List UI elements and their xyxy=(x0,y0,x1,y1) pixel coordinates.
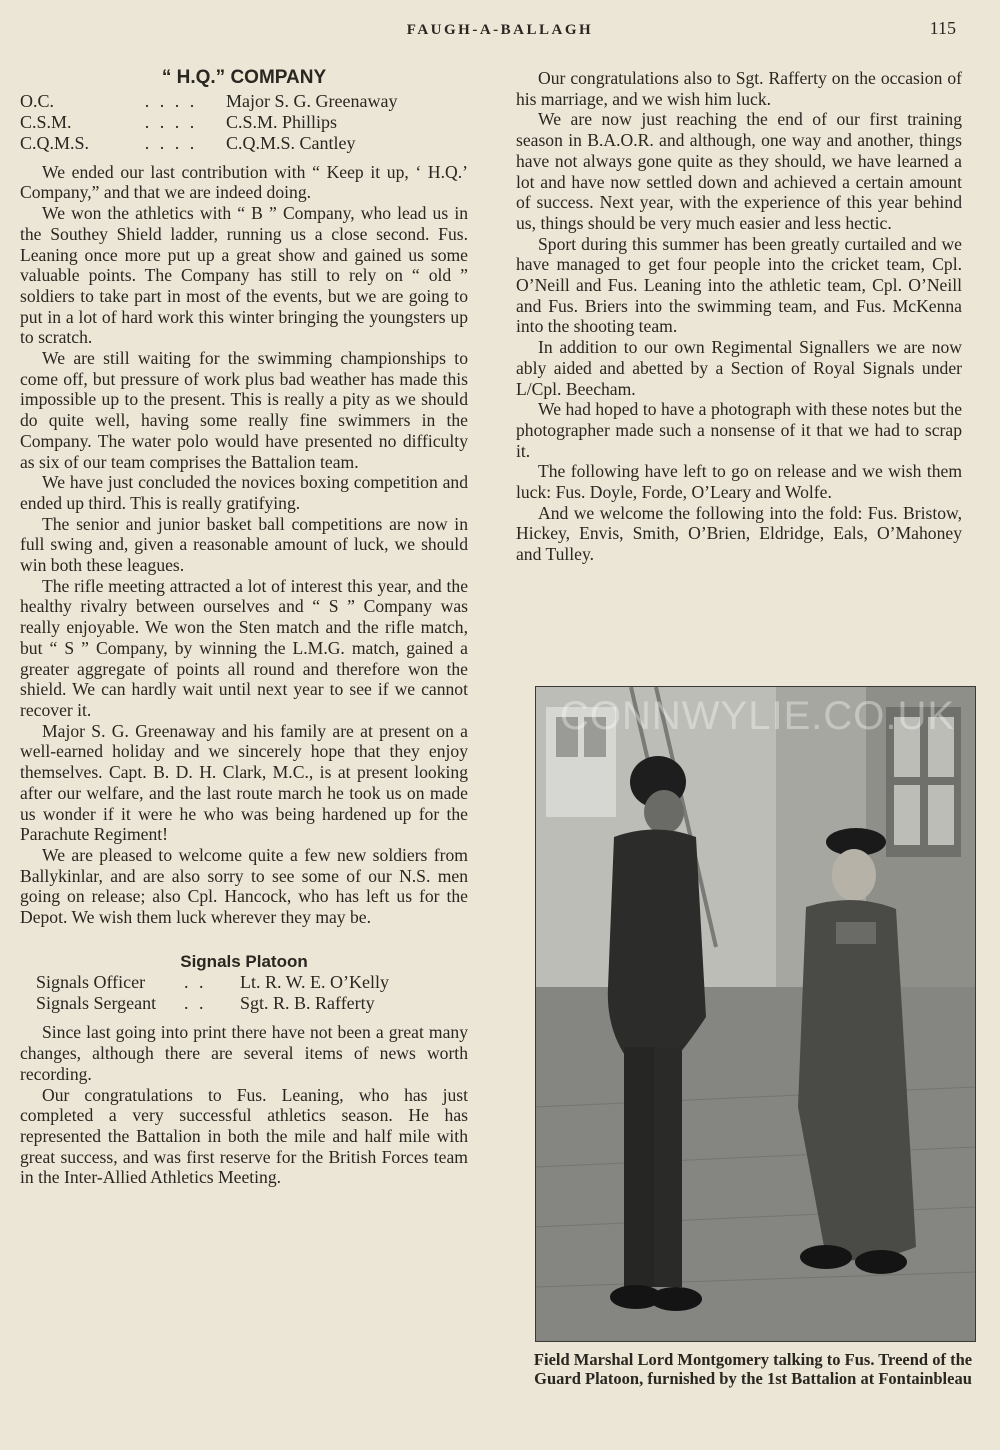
right-column xyxy=(516,68,962,565)
left-column xyxy=(20,68,468,1188)
leader-dots: . . . . xyxy=(144,132,198,153)
officer-row xyxy=(20,133,468,154)
hq-company-heading: “ H.Q.” COMPANY xyxy=(161,67,327,88)
officer-name: Sgt. R. B. Rafferty xyxy=(240,993,375,1014)
hq-officers-list xyxy=(20,91,468,154)
leader-dots: . . xyxy=(184,972,207,993)
officer-role: Signals Officer xyxy=(36,972,146,993)
hq-paragraph: The rifle meeting attracted a lot of interest this year, and the healthy rivalry between ourselves and “ S ” Company was really enjoyable. We won the Sten match and the rifle match, but “ S ” Company, by winning the L.M.G. match, gained a greater aggregate of points all round and therefore won the shield. We can hardly wait until next year to see if we cannot recover it. xyxy=(20,575,468,720)
officer-role: C.Q.M.S. xyxy=(20,132,90,153)
hq-paragraph: We won the athletics with “ B ” Company, who lead us in the Southey Shield ladder, running us a close second. Fus. Leaning once more put up a great show and gained us some valuable points. The Company has still to rely on “ old ” soldiers to take part in most of the events, but we are going to put in a lot of hard work this winter bringing the youngsters up to scratch. xyxy=(20,203,468,348)
signals-paragraph: Since last going into print there have not been a great many changes, although there are several items of news worth recording. xyxy=(20,1022,468,1084)
hq-paragraph: We are pleased to welcome quite a few new soldiers from Ballykinlar, and are also sorry to see some of our N.S. men going on release; also Cpl. Hancock, who has left us for the Depot. We wish them luck wherever they may be. xyxy=(20,844,468,928)
officer-name: C.S.M. Phillips xyxy=(226,111,338,132)
hq-paragraph: We ended our last contribution with “ Keep it up, ‘ H.Q.’ Company,” and that we are indeed doing. xyxy=(20,161,468,203)
signals-platoon-heading: Signals Platoon xyxy=(180,951,308,971)
signals-officers-list xyxy=(36,972,468,1014)
signals-paragraph: Sport during this summer has been greatly curtailed and we have managed to get four people into the cricket team, Cpl. O’Neill and Fus. Leaning into the athletic team, Cpl. O’Neill and Fus. Briers into the swimming team, and Fus. McKenna into the shooting team. xyxy=(516,233,962,337)
leader-dots: . . xyxy=(184,993,207,1014)
officer-row xyxy=(36,972,468,993)
hq-paragraph: The senior and junior basket ball competitions are now in full swing and, given a reasonable amount of luck, we should win both these leagues. xyxy=(20,513,468,576)
signals-paragraph: We had hoped to have a photograph with these notes but the photographer made such a nonsense of it that we had to scrap it. xyxy=(516,399,962,461)
signals-paragraph: Our congratulations also to Sgt. Rafferty on the occasion of his marriage, and we wish him luck. xyxy=(516,68,962,109)
officer-row xyxy=(20,112,468,133)
hq-paragraph: We are still waiting for the swimming championships to come off, but pressure of work plus bad weather has made this impossible up to the present. This is really a pity as we should do quite well, having some really fine swimmers in the Company. The water polo would have presented no difficulty as six of our team comprises the Battalion team. xyxy=(20,348,468,472)
signals-paragraph: Our congratulations to Fus. Leaning, who has just completed a very successful athletics season. He has represented the Battalion in both the mile and half mile with great success, and was first reserve for the British Forces team in the Inter-Allied Athletics Meeting. xyxy=(20,1084,468,1188)
signals-paragraph: We are now just reaching the end of our first training season in B.A.O.R. and although, one way and another, things have not always gone quite as they should, we have learned a lot and have now settled down and achieved a certain amount of success. Next year, with the experience of this year behind us, things should be very much easier and less hectic. xyxy=(516,109,962,233)
leader-dots: . . . . xyxy=(144,90,198,111)
signals-paragraph: The following have left to go on release and we wish them luck: Fus. Doyle, Forde, O’Leary and Wolfe. xyxy=(516,461,962,503)
hq-paragraph: Major S. G. Greenaway and his family are at present on a well-earned holiday and we sincerely hope that they enjoy themselves. Capt. B. D. H. Clark, M.C., is at present looking after our welfare, and the last route march he took us on made us wonder if it were he who was being hardened up for the Parachute Regiment! xyxy=(20,720,468,845)
photo-caption: Field Marshal Lord Montgomery talking to Fus. Treend of the Guard Platoon, furnished by the 1st Battalion at Fontainbleau xyxy=(533,1350,973,1388)
photo-watermark: CONNWYLIE.CO.UK xyxy=(560,694,956,738)
officer-role: C.S.M. xyxy=(20,111,72,132)
officer-name: Major S. G. Greenaway xyxy=(226,90,398,111)
running-title: FAUGH-A-BALLAGH xyxy=(406,22,594,38)
leader-dots: . . . . xyxy=(144,111,198,132)
officer-row xyxy=(20,91,468,112)
officer-row xyxy=(36,993,468,1014)
signals-paragraph: And we welcome the following into the fold: Fus. Bristow, Hickey, Envis, Smith, O’Brien, Eldridge, Eals, O’Mahoney and Tulley. xyxy=(516,502,962,565)
officer-name: C.Q.M.S. Cantley xyxy=(226,132,356,153)
page-number: 115 xyxy=(929,18,956,38)
officer-role: Signals Sergeant xyxy=(36,993,157,1014)
hq-paragraph: We have just concluded the novices boxing competition and ended up third. This is really gratifying. xyxy=(20,472,468,513)
officer-name: Lt. R. W. E. O’Kelly xyxy=(240,972,389,993)
signals-paragraph: In addition to our own Regimental Signallers we are now ably aided and abetted by a Section of Royal Signals under L/Cpl. Beecham. xyxy=(516,337,962,399)
montgomery-photograph xyxy=(535,686,976,1342)
officer-role: O.C. xyxy=(20,90,55,111)
photo-illustration xyxy=(536,687,975,1341)
